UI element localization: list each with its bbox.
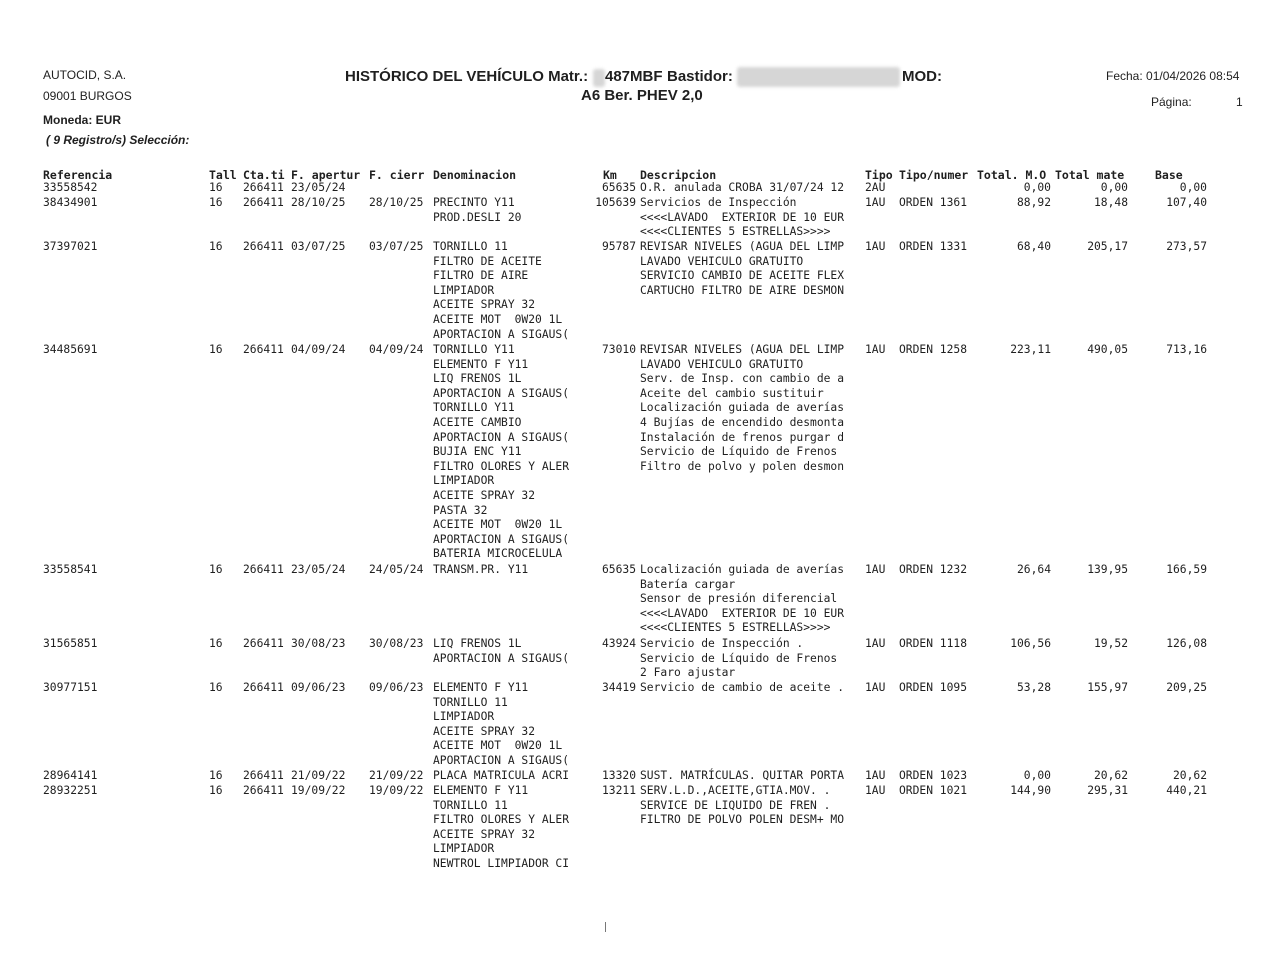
cell-denominacion-line: APORTACION A SIGAUS( (433, 386, 570, 400)
cell-denominacion-line: ACEITE MOT 0W20 1L (433, 739, 563, 753)
cell-denominacion-line: TORNILLO Y11 (433, 401, 515, 415)
vin-redaction (737, 67, 900, 87)
cell-fapertura: 30/08/23 (291, 637, 346, 650)
report-date: Fecha: 01/04/2026 08:54 (1106, 69, 1240, 83)
col-denominacion: Denominacion (433, 168, 517, 182)
cell-referencia: 30977151 (43, 681, 98, 694)
cell-tiponum: ORDEN 1361 (899, 196, 968, 209)
cell-descripcion-line: SERV.L.D.,ACEITE,GTIA.MOV. . (640, 784, 831, 797)
cell-fcierre: 30/08/23 (369, 637, 424, 650)
cell-descripcion-line: O.R. anulada CROBA 31/07/24 12 (640, 181, 845, 194)
cell-descripcion-line: Sensor de presión diferencial (640, 592, 838, 606)
cell-tipo: 1AU (865, 681, 886, 694)
cell-descripcion-line: Servicio de cambio de aceite . (640, 681, 845, 694)
cell-denominacion-line: LIMPIADOR (433, 283, 495, 297)
col-totalmate: Total mate (1055, 168, 1125, 182)
cell-denominacion-line: TORNILLO 11 (433, 240, 508, 253)
cell-denominacion-line: LIQ FRENOS 1L (433, 637, 522, 650)
cell-denominacion-line: FILTRO OLORES Y ALER (433, 813, 570, 827)
currency-label: Moneda: EUR (43, 113, 121, 127)
cell-denominacion-line: LIMPIADOR (433, 474, 495, 488)
col-fcierre: F. cierr (369, 168, 425, 182)
cell-km: 65635 (601, 181, 636, 194)
cell-denominacion-line: PRECINTO Y11 (433, 196, 515, 209)
cell-descripcion-line: Serv. de Insp. con cambio de a (640, 372, 845, 386)
company-name: AUTOCID, S.A. (43, 68, 127, 82)
report-title-prefix: HISTÓRICO DEL VEHÍCULO Matr.: (345, 68, 589, 85)
plate-number: 487MBF (605, 68, 663, 85)
cell-km: 95787 (601, 240, 636, 253)
cell-descripcion-line: SUST. MATRÍCULAS. QUITAR PORTA (640, 769, 845, 782)
cell-total-mo: 0,00 (1023, 181, 1051, 194)
cell-tall: 16 (209, 784, 223, 797)
cell-fcierre: 04/09/24 (369, 343, 424, 356)
col-totalmo: Total. M.O (977, 168, 1047, 182)
col-descripcion: Descripcion (640, 168, 717, 182)
cell-descripcion-line: Batería cargar (640, 577, 736, 591)
cell-fapertura: 19/09/22 (291, 784, 346, 797)
cell-km: 13211 (601, 784, 636, 797)
cell-cta: 266411 (243, 196, 284, 209)
cell-denominacion-line: BUJIA ENC Y11 (433, 445, 522, 459)
cell-denominacion-line: ACEITE SPRAY 32 (433, 298, 536, 312)
cell-descripcion-line: <<<<CLIENTES 5 ESTRELLAS>>>> (640, 621, 831, 635)
cell-km: 13320 (601, 769, 636, 782)
cell-denominacion-line: TORNILLO 11 (433, 695, 508, 709)
cell-tiponum: ORDEN 1095 (899, 681, 968, 694)
col-tipo: Tipo (865, 168, 893, 182)
cell-total-mate: 295,31 (1087, 784, 1128, 797)
cell-denominacion-line: LIMPIADOR (433, 710, 495, 724)
cell-cta: 266411 (243, 769, 284, 782)
cell-total-mo: 53,28 (1016, 681, 1051, 694)
cell-referencia: 28964141 (43, 769, 98, 782)
cell-base: 0,00 (1179, 181, 1207, 194)
cell-denominacion-line: ACEITE CAMBIO (433, 416, 522, 429)
cell-referencia: 38434901 (43, 196, 98, 209)
cell-total-mo: 26,64 (1016, 563, 1051, 576)
cell-descripcion-line: CARTUCHO FILTRO DE AIRE DESMON (640, 283, 845, 297)
cell-descripcion-line: REVISAR NIVELES (AGUA DEL LIMP (640, 343, 845, 356)
cell-fapertura: 28/10/25 (291, 196, 346, 209)
cell-total-mate: 19,52 (1093, 637, 1128, 650)
cell-fapertura: 23/05/24 (291, 563, 346, 576)
cell-fapertura: 09/06/23 (291, 681, 346, 694)
cell-cta: 266411 (243, 784, 284, 797)
cell-referencia: 33558541 (43, 563, 98, 576)
col-base: Base (1155, 168, 1183, 182)
cell-total-mo: 68,40 (1016, 240, 1051, 253)
cell-descripcion-line: <<<<CLIENTES 5 ESTRELLAS>>>> (640, 225, 831, 239)
cell-tiponum: ORDEN 1258 (899, 343, 968, 356)
cell-denominacion-line: PLACA MATRICULA ACRI (433, 769, 570, 782)
cell-tipo: 1AU (865, 196, 886, 209)
cell-tipo: 1AU (865, 240, 886, 253)
scan-mark (605, 922, 606, 932)
cell-fapertura: 21/09/22 (291, 769, 346, 782)
cell-total-mate: 20,62 (1093, 769, 1128, 782)
cell-fcierre: 21/09/22 (369, 769, 424, 782)
cell-tiponum: ORDEN 1118 (899, 637, 968, 650)
cell-descripcion-line: Aceite del cambio sustituir (640, 386, 824, 400)
cell-total-mate: 139,95 (1087, 563, 1128, 576)
cell-denominacion-line: TRANSM.PR. Y11 (433, 563, 529, 576)
cell-denominacion-line: LIMPIADOR (433, 842, 495, 856)
cell-denominacion-line: LIQ FRENOS 1L (433, 372, 522, 386)
cell-total-mo: 88,92 (1016, 196, 1051, 209)
cell-denominacion-line: APORTACION A SIGAUS( (433, 651, 570, 665)
cell-tall: 16 (209, 240, 223, 253)
col-tiponum: Tipo/numer (899, 168, 969, 182)
cell-cta: 266411 (243, 240, 284, 253)
cell-denominacion-line: ELEMENTO F Y11 (433, 681, 529, 694)
page-label: Página: (1151, 95, 1192, 109)
cell-base: 713,16 (1166, 343, 1207, 356)
cell-descripcion-line: <<<<LAVADO EXTERIOR DE 10 EUR (640, 210, 845, 224)
cell-total-mo: 223,11 (1010, 343, 1051, 356)
cell-tiponum: ORDEN 1232 (899, 563, 968, 576)
cell-denominacion-line: ELEMENTO F Y11 (433, 357, 529, 371)
cell-total-mo: 144,90 (1010, 784, 1051, 797)
cell-descripcion-line: Servicios de Inspección (640, 196, 797, 209)
cell-descripcion-line: Servicio de Líquido de Frenos (640, 651, 838, 665)
cell-denominacion-line: TORNILLO 11 (433, 798, 508, 812)
cell-denominacion-line: APORTACION A SIGAUS( (433, 754, 570, 767)
cell-fcierre: 24/05/24 (369, 563, 424, 576)
cell-denominacion-line: TORNILLO Y11 (433, 343, 515, 356)
cell-descripcion-line: Filtro de polvo y polen desmon (640, 459, 845, 473)
cell-tiponum: ORDEN 1021 (899, 784, 968, 797)
cell-km: 34419 (601, 681, 636, 694)
cell-denominacion-line: APORTACION A SIGAUS( (433, 430, 570, 444)
cell-tall: 16 (209, 637, 223, 650)
cell-descripcion-line: Localización guiada de averías (640, 563, 845, 576)
cell-total-mo: 0,00 (1023, 769, 1051, 782)
cell-fapertura: 23/05/24 (291, 181, 346, 194)
cell-fcierre: 28/10/25 (369, 196, 424, 209)
cell-total-mate: 18,48 (1093, 196, 1128, 209)
col-tall: Tall (209, 168, 237, 182)
cell-descripcion-line: LAVADO VEHICULO GRATUITO (640, 254, 804, 268)
col-fapertura: F. apertur (291, 168, 361, 182)
cell-descripcion-line: SERVICIO CAMBIO DE ACEITE FLEX (640, 269, 845, 283)
cell-descripcion-line: LAVADO VEHICULO GRATUITO (640, 357, 804, 371)
cell-tall: 16 (209, 181, 223, 194)
cell-denominacion-line: ACEITE MOT 0W20 1L (433, 518, 563, 532)
col-cta: Cta.ti (243, 168, 285, 182)
cell-descripcion-line: 4 Bujías de encendido desmonta (640, 416, 845, 429)
col-referencia: Referencia (43, 168, 113, 182)
cell-denominacion-line: PROD.DESLI 20 (433, 210, 522, 224)
cell-descripcion-line: <<<<LAVADO EXTERIOR DE 10 EUR (640, 606, 845, 620)
cell-denominacion-line: FILTRO OLORES Y ALER (433, 459, 570, 473)
cell-descripcion-line: Instalación de frenos purgar d (640, 430, 845, 444)
cell-total-mate: 205,17 (1087, 240, 1128, 253)
cell-fcierre: 03/07/25 (369, 240, 424, 253)
cell-cta: 266411 (243, 181, 284, 194)
company-city: 09001 BURGOS (43, 89, 132, 103)
mod-label: MOD: (902, 68, 942, 85)
cell-denominacion-line: ACEITE SPRAY 32 (433, 489, 536, 502)
cell-denominacion-line: BATERIA MICROCELULA (433, 547, 563, 561)
cell-descripcion-line: Servicio de Inspección . (640, 637, 804, 650)
cell-base: 273,57 (1166, 240, 1207, 253)
cell-referencia: 28932251 (43, 784, 98, 797)
cell-km: 73010 (601, 343, 636, 356)
cell-total-mate: 0,00 (1100, 181, 1128, 194)
cell-denominacion-line: FILTRO DE AIRE (433, 269, 529, 283)
cell-base: 126,08 (1166, 637, 1207, 650)
col-km: Km (603, 168, 617, 182)
cell-denominacion-line: PASTA 32 (433, 503, 488, 517)
cell-base: 166,59 (1166, 563, 1207, 576)
vehicle-model: A6 Ber. PHEV 2,0 (581, 87, 703, 104)
cell-descripcion-line: 2 Faro ajustar (640, 666, 736, 680)
cell-tipo: 1AU (865, 784, 886, 797)
cell-tiponum: ORDEN 1331 (899, 240, 968, 253)
cell-cta: 266411 (243, 563, 284, 576)
cell-fcierre: 19/09/22 (369, 784, 424, 797)
cell-total-mo: 106,56 (1010, 637, 1051, 650)
selection-label: ( 9 Registro/s) Selección: (46, 133, 190, 147)
cell-total-mate: 490,05 (1087, 343, 1128, 356)
cell-tall: 16 (209, 343, 223, 356)
cell-referencia: 37397021 (43, 240, 98, 253)
cell-km: 105639 (595, 196, 636, 209)
cell-descripcion-line: REVISAR NIVELES (AGUA DEL LIMP (640, 240, 845, 253)
cell-descripcion-line: FILTRO DE POLVO POLEN DESM+ MO (640, 813, 845, 827)
cell-descripcion-line: Localización guiada de averías (640, 401, 845, 415)
cell-tipo: 1AU (865, 343, 886, 356)
cell-cta: 266411 (243, 681, 284, 694)
cell-tall: 16 (209, 563, 223, 576)
cell-fapertura: 04/09/24 (291, 343, 346, 356)
cell-base: 209,25 (1166, 681, 1207, 694)
cell-denominacion-line: ACEITE MOT 0W20 1L (433, 313, 563, 326)
cell-fapertura: 03/07/25 (291, 240, 346, 253)
cell-tiponum: ORDEN 1023 (899, 769, 968, 782)
cell-km: 43924 (601, 637, 636, 650)
cell-denominacion-line: FILTRO DE ACEITE (433, 254, 542, 268)
cell-tipo: 1AU (865, 563, 886, 576)
cell-km: 65635 (601, 563, 636, 576)
cell-referencia: 33558542 (43, 181, 98, 194)
cell-tall: 16 (209, 196, 223, 209)
cell-descripcion-line: SERVICE DE LIQUIDO DE FREN . (640, 798, 831, 812)
cell-denominacion-line: ACEITE SPRAY 32 (433, 827, 536, 841)
page-number: 1 (1236, 95, 1243, 109)
cell-tipo: 1AU (865, 769, 886, 782)
cell-fcierre: 09/06/23 (369, 681, 424, 694)
cell-denominacion-line: ELEMENTO F Y11 (433, 784, 529, 797)
cell-base: 20,62 (1172, 769, 1207, 782)
cell-tipo: 1AU (865, 637, 886, 650)
cell-cta: 266411 (243, 637, 284, 650)
cell-descripcion-line: Servicio de Líquido de Frenos (640, 445, 838, 459)
cell-denominacion-line: APORTACION A SIGAUS( (433, 327, 570, 341)
cell-base: 440,21 (1166, 784, 1207, 797)
plate-redaction (593, 69, 605, 87)
cell-referencia: 34485691 (43, 343, 98, 356)
cell-tall: 16 (209, 681, 223, 694)
cell-cta: 266411 (243, 343, 284, 356)
cell-denominacion-line: NEWTROL LIMPIADOR CI (433, 857, 570, 870)
cell-tipo: 2AU (865, 181, 886, 194)
bastidor-label: Bastidor: (667, 68, 733, 85)
cell-denominacion-line: APORTACION A SIGAUS( (433, 532, 570, 546)
cell-referencia: 31565851 (43, 637, 98, 650)
cell-total-mate: 155,97 (1087, 681, 1128, 694)
cell-tall: 16 (209, 769, 223, 782)
cell-denominacion-line: ACEITE SPRAY 32 (433, 724, 536, 738)
cell-base: 107,40 (1166, 196, 1207, 209)
